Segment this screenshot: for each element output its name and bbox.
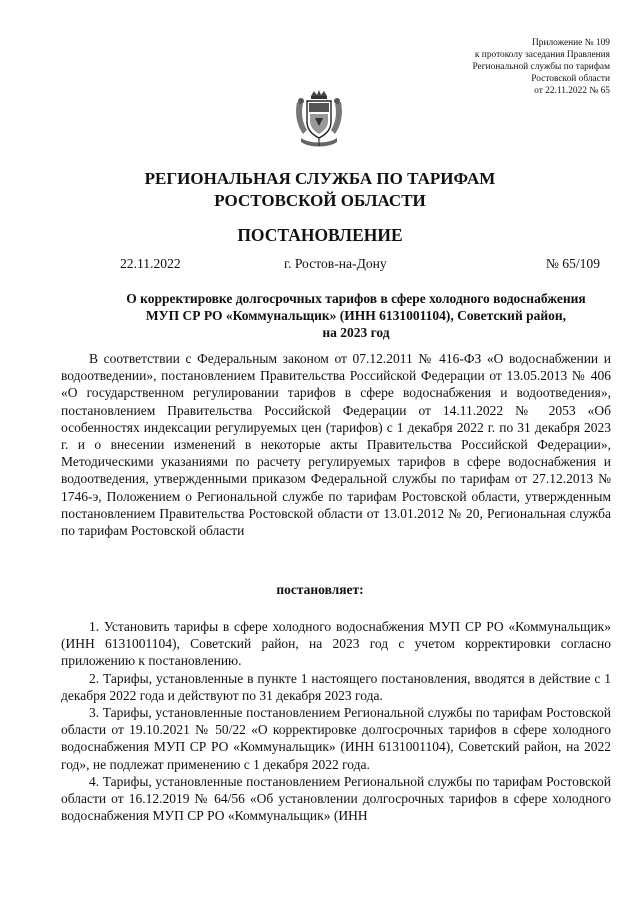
resolution-item: 2. Тарифы, установленные в пункте 1 настоящего постановления, вводятся в действие с 1 декабря 2022 года и действуют по 31 декабря 2023 года.: [61, 670, 611, 703]
subject-line: МУП СР РО «Коммунальщик» (ИНН 6131001104), Советский район,: [145, 308, 567, 323]
appendix-line: к протоколу заседания Правления: [474, 50, 610, 60]
preamble-section: [61, 350, 611, 539]
resolution-item: 3. Тарифы, установленные постановлением Региональной службы по тарифам Ростовской области от 19.10.2021 № 50/22 «О корректировке долгосрочных тарифов в сфере холодного водоснабжения МУП СР РО «Коммунальщик» (ИНН 6131001104), Советский район, на 2022 год», не подлежат применению с 1 декабря 2022 года.: [61, 705, 611, 772]
rostov-oblast-coat-of-arms-icon: [293, 90, 345, 148]
resolves-heading: постановляет:: [276, 582, 364, 597]
agency-name: [0, 168, 640, 212]
preamble-paragraph: В соответствии с Федеральным законом от 07.12.2011 № 416-ФЗ «О водоснабжении и водоотведении», постановлением Правительства Российской Федерации от 13.05.2013 № 406 «О государственном регулировании тарифов в сфере водоснабжения и водоотведения», постановлением Правительства Российской Федерации от 14.11.2022 № 2053 «Об особенностях индексации регулируемых цен (тарифов) с 1 декабря 2022 г. по 31 декабря 2023 г. и о внесении изменений в некоторые акты Правительства Российской Федерации», Методическими указаниями по расчету регулируемых тарифов в сфере водоснабжения и водоотведения, утвержденными приказом Федеральной службы по тарифам от 27.12.2013 № 1746-э, Положением о Региональной службе по тарифам Ростовской области, утвержденным постановлением Правительства Ростовской области от 13.01.2012 № 20, Региональная служба по тарифам Ростовской области: [61, 351, 611, 539]
appendix-line: Приложение № 109: [531, 38, 610, 48]
resolution-item: 1. Установить тарифы в сфере холодного водоснабжения МУП СР РО «Коммунальщик» (ИНН 6131001104), Советский район, на 2023 год с учетом корректировки согласно приложению к постановлению.: [61, 619, 611, 669]
agency-name-line: РЕГИОНАЛЬНАЯ СЛУЖБА ПО ТАРИФАМ: [144, 169, 496, 188]
appendix-line: Ростовской области: [531, 74, 610, 84]
appendix-line: от 22.11.2022 № 65: [534, 86, 610, 96]
document-number: № 65/109: [545, 256, 600, 271]
appendix-line: Региональной службы по тарифам: [472, 62, 610, 72]
document-city: г. Ростов-на-Дону: [284, 256, 387, 271]
document-type: ПОСТАНОВЛЕНИЕ: [237, 225, 403, 245]
resolution-items: [61, 618, 611, 824]
subject-line: О корректировке долгосрочных тарифов в сфере холодного водоснабжения: [126, 291, 586, 306]
resolution-item: 4. Тарифы, установленные постановлением Региональной службы по тарифам Ростовской области от 16.12.2019 № 64/56 «Об установлении долгосрочных тарифов в сфере холодного водоснабжения МУП СР РО «Коммунальщик» (ИНН: [61, 773, 611, 824]
document-subject: [96, 290, 616, 341]
appendix-note: [472, 37, 610, 97]
document-date: 22.11.2022: [120, 256, 181, 271]
agency-name-line: РОСТОВСКОЙ ОБЛАСТИ: [214, 191, 426, 210]
subject-line: на 2023 год: [322, 325, 390, 340]
